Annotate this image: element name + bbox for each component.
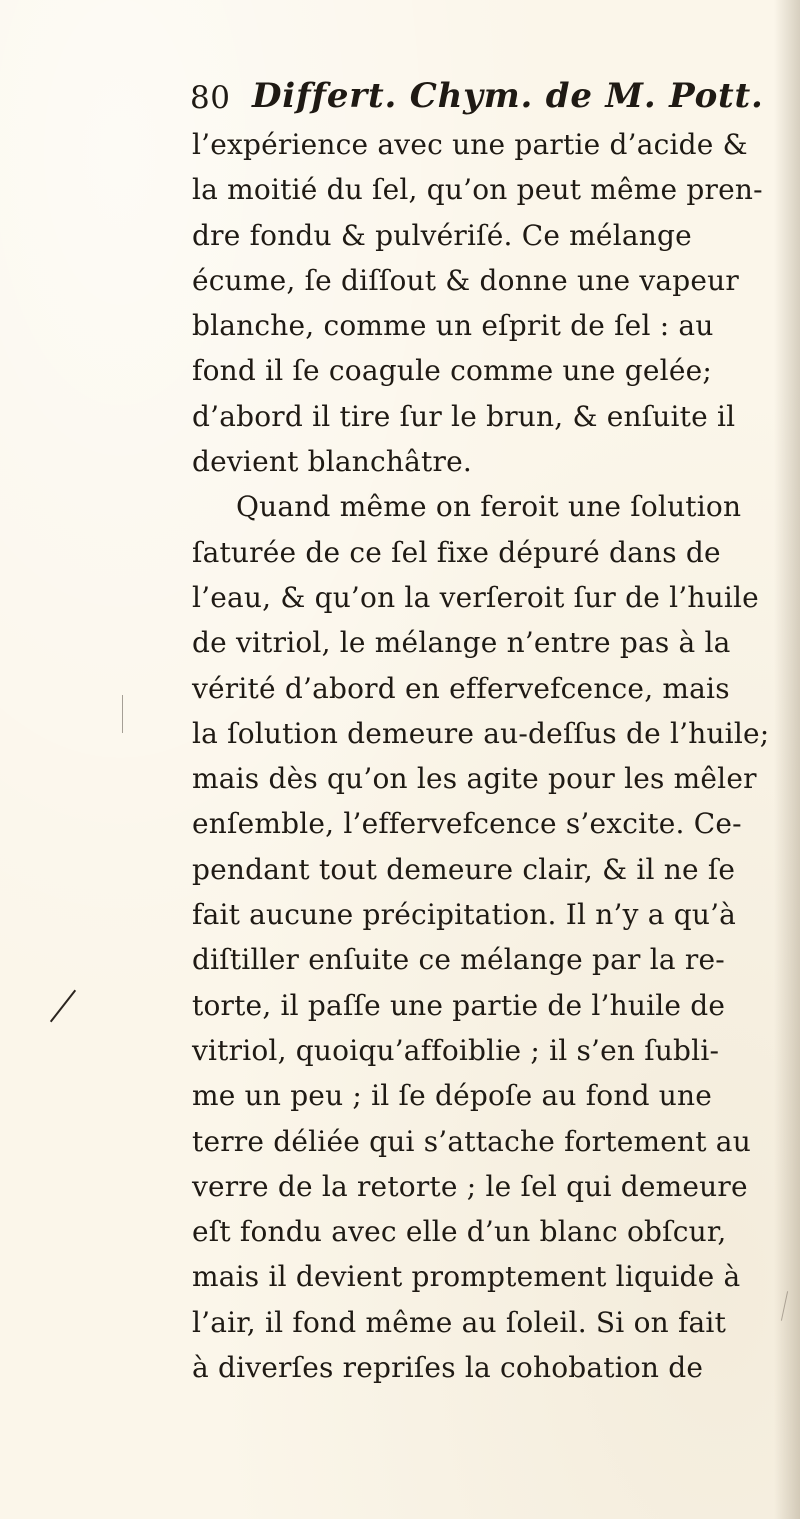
text-line: l’expérience avec une partie d’acide &	[192, 128, 748, 161]
stray-ink-mark	[50, 990, 76, 1023]
text-line: de vitriol, le mélange n’entre pas à la	[192, 626, 731, 660]
page-number: 80	[190, 80, 231, 116]
text-line: d’abord il tire ſur le brun, & enſuite il	[192, 399, 736, 433]
text-line: l’eau, & qu’on la verſeroit ſur de l’huile	[192, 580, 759, 614]
text-line: enſemble, l’effervefcence s’excite. Ce-	[192, 807, 742, 841]
text-line: me un peu ; il ſe dépoſe au fond une	[192, 1079, 713, 1113]
text-line: devient blanchâtre.	[192, 445, 472, 479]
text-line: vérité d’abord en effervefcence, mais	[192, 671, 730, 705]
text-line: fait aucune précipitation. Il n’y a qu’à	[192, 898, 737, 932]
text-line: diſtiller enſuite ce mélange par la re-	[192, 943, 725, 977]
text-line: mais il devient promptement liquide à	[192, 1260, 741, 1294]
text-line: fond il ſe coagule comme une gelée;	[192, 354, 713, 388]
body-text	[192, 122, 792, 1390]
paper-blemish	[122, 695, 123, 733]
text-line: écume, ſe diſſout & donne une vapeur	[192, 263, 739, 297]
text-line: dre fondu & pulvériſé. Ce mélange	[192, 218, 692, 252]
page-header	[190, 70, 764, 122]
text-line: torte, il paſſe une partie de l’huile de	[192, 988, 726, 1022]
text-line: mais dès qu’on les agite pour les mêler	[192, 762, 757, 796]
paragraph-start-line: Quand même on feroit une ſolution	[236, 490, 742, 524]
text-line: verre de la retorte ; le ſel qui demeure	[192, 1169, 748, 1203]
running-title: Differt. Chym. de M. Pott.	[252, 76, 764, 116]
text-line: l’air, il fond même au ſoleil. Si on fait	[192, 1305, 727, 1339]
text-line: eſt fondu avec elle d’un blanc obſcur,	[192, 1215, 727, 1249]
text-line: ſaturée de ce ſel fixe dépuré dans de	[192, 535, 721, 569]
text-line: vitriol, quoiqu’affoiblie ; il s’en ſubli-	[192, 1033, 720, 1067]
text-line: la ſolution demeure au-deſſus de l’huile;	[192, 716, 770, 750]
text-line: pendant tout demeure clair, & il ne ſe	[192, 852, 736, 886]
text-line: blanche, comme un eſprit de ſel : au	[192, 309, 714, 343]
text-line: terre déliée qui s’attache fortement au	[192, 1124, 751, 1158]
text-line: à diverſes repriſes la cohobation de	[192, 1351, 704, 1385]
text-line: la moitié du ſel, qu’on peut même pren-	[192, 173, 763, 207]
